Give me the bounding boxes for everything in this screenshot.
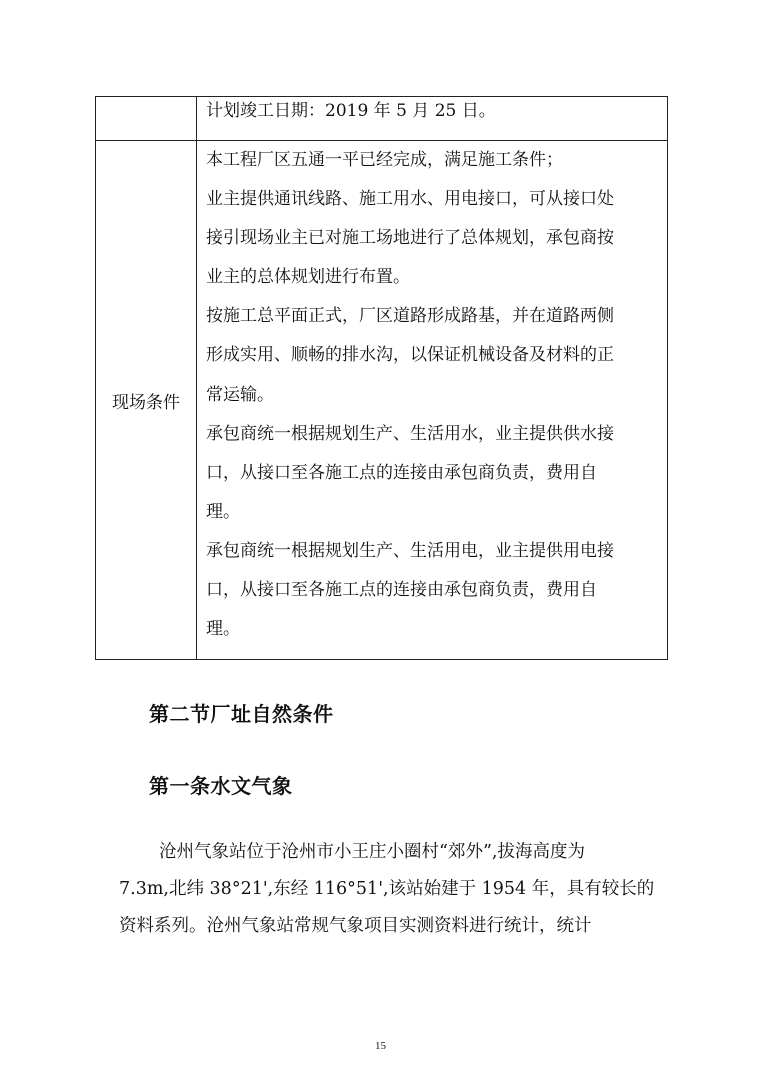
content-line: 承包商统一根据规划生产、生活用电，业主提供用电接 (206, 540, 614, 561)
content-line: 常运输。 (206, 384, 274, 405)
content-line: 理。 (206, 619, 240, 640)
body-line: 7.3m,北纬 38°21',东经 116°51',该站始建于 1954 年，具有较长的 (119, 879, 655, 899)
page-number: 15 (375, 1040, 386, 1052)
site-conditions-label: 现场条件 (96, 141, 197, 660)
site-conditions-content (197, 141, 668, 660)
content-line: 理。 (206, 501, 240, 522)
table-row (96, 97, 668, 141)
completion-date-cell: 计划竣工日期：2019 年 5 月 25 日。 (197, 97, 668, 141)
content-line: 承包商统一根据规划生产、生活用水，业主提供供水接 (206, 423, 614, 444)
content-line: 口，从接口至各施工点的连接由承包商负责，费用自 (206, 462, 597, 483)
content-line: 业主的总体规划进行布置。 (206, 267, 410, 288)
content-line: 业主提供通讯线路、施工用水、用电接口，可从接口处 (206, 189, 614, 210)
site-conditions-table (95, 96, 668, 660)
section-heading: 第二节厂址自然条件 (149, 702, 334, 726)
body-line: 沧州气象站位于沧州市小王庄小圈村“郊外”,拔海高度为 (159, 842, 585, 862)
content-line: 接引现场业主已对施工场地进行了总体规划，承包商按 (206, 228, 614, 249)
body-line: 资料系列。沧州气象站常规气象项目实测资料进行统计，统计 (119, 916, 592, 936)
content-line: 本工程厂区五通一平已经完成，满足施工条件； (206, 150, 563, 170)
content-line: 按施工总平面正式，厂区道路形成路基，并在道路两侧 (206, 306, 614, 327)
table-row (96, 141, 668, 660)
article-body (119, 834, 659, 945)
table-label-cell (96, 97, 197, 141)
content-line: 口，从接口至各施工点的连接由承包商负责，费用自 (206, 580, 597, 601)
article-heading: 第一条水文气象 (149, 774, 293, 798)
content-line: 形成实用、顺畅的排水沟，以保证机械设备及材料的正 (206, 345, 614, 366)
